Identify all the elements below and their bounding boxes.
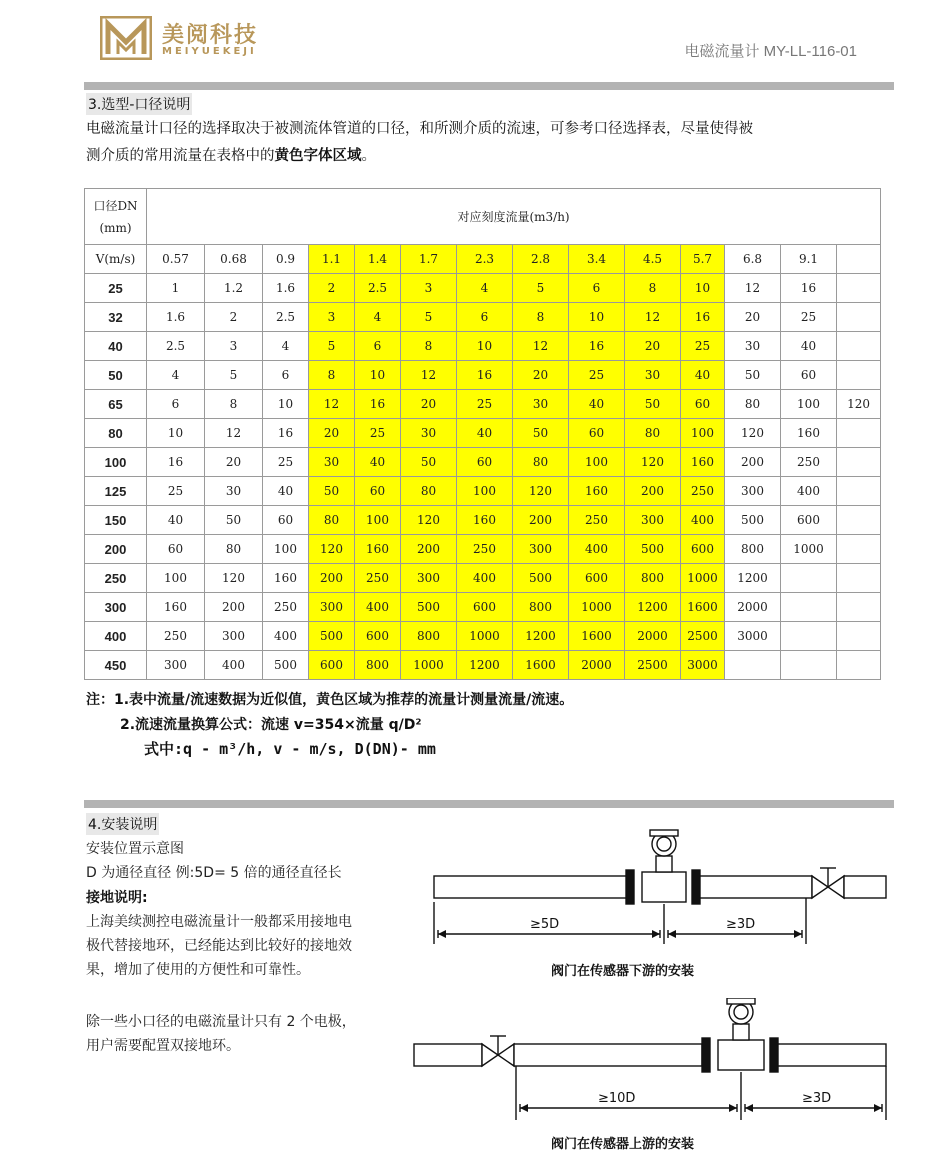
table-row (85, 332, 881, 361)
flow-cell: 6 (569, 274, 625, 303)
flow-cell: 5 (205, 361, 263, 390)
flow-cell: 50 (205, 506, 263, 535)
flow-cell: 1000 (401, 651, 457, 680)
flow-cell: 12 (725, 274, 781, 303)
flow-cell: 50 (401, 448, 457, 477)
company-logo (100, 16, 310, 62)
flow-cell: 4 (457, 274, 513, 303)
flow-cell: 1000 (681, 564, 725, 593)
flow-cell: 16 (355, 390, 401, 419)
flow-cell: 2.5 (147, 332, 205, 361)
flow-cell: 20 (309, 419, 355, 448)
flow-cell: 250 (457, 535, 513, 564)
table-row (85, 593, 881, 622)
flow-cell: 1200 (725, 564, 781, 593)
flow-cell: 800 (725, 535, 781, 564)
flow-cell: 6 (457, 303, 513, 332)
velocity-cell: 0.9 (263, 245, 309, 274)
flow-cell: 3000 (725, 622, 781, 651)
flow-cell: 2.5 (263, 303, 309, 332)
table-row (85, 506, 881, 535)
flow-cell (781, 622, 837, 651)
flow-cell: 250 (781, 448, 837, 477)
flow-cell: 2000 (725, 593, 781, 622)
velocity-cell: 3.4 (569, 245, 625, 274)
flow-cell: 30 (205, 477, 263, 506)
flow-cell: 120 (837, 390, 881, 419)
flow-cell: 100 (355, 506, 401, 535)
flow-cell: 100 (457, 477, 513, 506)
flow-cell: 300 (401, 564, 457, 593)
flow-cell: 50 (625, 390, 681, 419)
flow-cell: 300 (147, 651, 205, 680)
flow-cell: 4 (355, 303, 401, 332)
flow-cell: 600 (309, 651, 355, 680)
caliber-cell: 250 (85, 564, 147, 593)
flow-cell: 40 (681, 361, 725, 390)
table-note-2: 2.流速流量换算公式：流速 v=354×流量 q/D² (120, 717, 422, 733)
table-row (85, 274, 881, 303)
flow-cell: 2.5 (355, 274, 401, 303)
flow-cell (837, 651, 881, 680)
velocity-label: V(m/s) (85, 245, 147, 274)
velocity-cell (837, 245, 881, 274)
flow-cell: 500 (725, 506, 781, 535)
flow-cell: 250 (569, 506, 625, 535)
flow-cell: 120 (513, 477, 569, 506)
flow-cell (837, 332, 881, 361)
caliber-cell: 200 (85, 535, 147, 564)
flow-cell: 60 (263, 506, 309, 535)
flow-cell (725, 651, 781, 680)
upstream-valve-caption: 阀门在传感器上游的安装 (551, 1137, 695, 1152)
flow-cell: 1.6 (263, 274, 309, 303)
flow-cell: 400 (355, 593, 401, 622)
flow-cell: 400 (263, 622, 309, 651)
logo-english-name: MEIYUEKEJI (162, 46, 257, 57)
flow-cell: 25 (147, 477, 205, 506)
flow-cell: 400 (457, 564, 513, 593)
flow-cell: 2500 (625, 651, 681, 680)
flow-cell: 30 (513, 390, 569, 419)
flow-cell: 100 (569, 448, 625, 477)
flow-cell: 100 (781, 390, 837, 419)
caliber-cell: 450 (85, 651, 147, 680)
flow-cell: 400 (681, 506, 725, 535)
upstream-valve-diagram (410, 998, 890, 1122)
flow-cell: 600 (681, 535, 725, 564)
section-4-title: 4.安装说明 (86, 813, 159, 835)
flow-cell (781, 564, 837, 593)
flow-cell: 1200 (513, 622, 569, 651)
flow-cell (781, 651, 837, 680)
caliber-cell: 40 (85, 332, 147, 361)
flow-cell: 200 (513, 506, 569, 535)
velocity-cell: 1.7 (401, 245, 457, 274)
flow-cell: 16 (457, 361, 513, 390)
flow-cell: 1000 (457, 622, 513, 651)
velocity-cell: 2.8 (513, 245, 569, 274)
flow-cell: 12 (309, 390, 355, 419)
logo-mark-icon (100, 16, 152, 60)
flow-cell: 40 (457, 419, 513, 448)
flow-cell: 500 (309, 622, 355, 651)
section-rule (84, 800, 894, 808)
flow-cell: 400 (569, 535, 625, 564)
flow-cell: 1200 (457, 651, 513, 680)
flow-cell: 2 (309, 274, 355, 303)
flow-cell: 3 (309, 303, 355, 332)
paragraph-highlight-text: 黄色字体区域 (274, 148, 362, 164)
flow-cell: 3000 (681, 651, 725, 680)
flow-cell: 5 (513, 274, 569, 303)
velocity-cell: 0.68 (205, 245, 263, 274)
flow-cell: 500 (263, 651, 309, 680)
flow-cell: 50 (725, 361, 781, 390)
table-row (85, 651, 881, 680)
table-note-1: 注：1.表中流量/流速数据为近似值，黄色区域为推荐的流量计测量流量/流速。 (86, 692, 574, 708)
flow-cell: 1000 (781, 535, 837, 564)
grounding-line-3: 果，增加了使用的方便性和可靠性。 (86, 962, 310, 978)
flow-cell: 500 (625, 535, 681, 564)
flow-cell (837, 419, 881, 448)
flow-cell: 2000 (569, 651, 625, 680)
downstream-length-label: ≥3D (726, 917, 756, 932)
formula-legend: 式中:q - m³/h, v - m/s, D(DN)- mm (144, 740, 436, 758)
paragraph-line-1: 电磁流量计口径的选择取决于被测流体管道的口径，和所测介质的流速，可参考口径选择表，尽量使得被 (86, 121, 753, 137)
flow-cell: 300 (205, 622, 263, 651)
flow-cell: 100 (681, 419, 725, 448)
flow-cell: 8 (401, 332, 457, 361)
flow-cell: 500 (513, 564, 569, 593)
flow-cell: 200 (205, 593, 263, 622)
flow-cell: 25 (681, 332, 725, 361)
flow-cell: 20 (725, 303, 781, 332)
flow-cell: 250 (355, 564, 401, 593)
flow-cell: 10 (263, 390, 309, 419)
flow-cell: 40 (147, 506, 205, 535)
paragraph-line-2 (86, 143, 866, 170)
flow-cell: 1200 (625, 593, 681, 622)
caliber-flow-table (84, 188, 881, 680)
flow-cell: 160 (457, 506, 513, 535)
velocity-row (85, 245, 881, 274)
flow-cell: 16 (781, 274, 837, 303)
flow-cell: 60 (457, 448, 513, 477)
flow-cell: 10 (457, 332, 513, 361)
flow-cell: 40 (355, 448, 401, 477)
flow-cell: 40 (263, 477, 309, 506)
flow-cell: 8 (205, 390, 263, 419)
flow-cell: 1.6 (147, 303, 205, 332)
flow-cell: 160 (681, 448, 725, 477)
downstream-valve-diagram (430, 826, 890, 946)
caliber-cell: 80 (85, 419, 147, 448)
flow-cell: 20 (513, 361, 569, 390)
flow-cell: 600 (569, 564, 625, 593)
flow-cell: 5 (401, 303, 457, 332)
flow-cell: 300 (725, 477, 781, 506)
flow-cell: 3 (205, 332, 263, 361)
flow-cell: 20 (625, 332, 681, 361)
flow-cell (837, 477, 881, 506)
flow-cell: 160 (263, 564, 309, 593)
flow-cell: 16 (681, 303, 725, 332)
flow-cell: 4 (147, 361, 205, 390)
flow-cell: 250 (263, 593, 309, 622)
flow-cell: 20 (401, 390, 457, 419)
flow-cell: 500 (401, 593, 457, 622)
flow-cell: 40 (781, 332, 837, 361)
velocity-cell: 0.57 (147, 245, 205, 274)
flow-cell: 800 (401, 622, 457, 651)
velocity-cell: 1.4 (355, 245, 401, 274)
flow-cell: 5 (309, 332, 355, 361)
flow-cell: 250 (681, 477, 725, 506)
flow-cell: 2 (205, 303, 263, 332)
flow-cell (837, 593, 881, 622)
table-row (85, 564, 881, 593)
flow-cell: 200 (725, 448, 781, 477)
flow-cell: 10 (355, 361, 401, 390)
downstream-valve-caption: 阀门在传感器下游的安装 (551, 964, 695, 979)
flow-cell: 80 (205, 535, 263, 564)
table-corner-cell (85, 189, 147, 245)
flow-cell: 120 (401, 506, 457, 535)
flow-cell: 30 (725, 332, 781, 361)
flow-cell: 16 (147, 448, 205, 477)
caliber-unit: (mm) (99, 220, 132, 235)
flow-cell: 1000 (569, 593, 625, 622)
flow-cell: 60 (147, 535, 205, 564)
velocity-cell: 2.3 (457, 245, 513, 274)
flow-cell: 25 (569, 361, 625, 390)
flow-cell: 120 (625, 448, 681, 477)
table-row (85, 390, 881, 419)
flow-cell: 30 (309, 448, 355, 477)
flow-cell: 10 (147, 419, 205, 448)
paragraph-line-2-suffix: 。 (361, 148, 376, 164)
flow-cell: 60 (681, 390, 725, 419)
caliber-cell: 50 (85, 361, 147, 390)
flow-cell: 6 (147, 390, 205, 419)
flow-cell: 30 (625, 361, 681, 390)
paragraph-line-2-prefix: 测介质的常用流量在表格中的 (86, 148, 275, 164)
install-diagram-label: 安装位置示意图 (86, 841, 184, 857)
flow-cell (837, 564, 881, 593)
grounding-title: 接地说明: (86, 890, 148, 906)
table-row (85, 419, 881, 448)
caliber-cell: 150 (85, 506, 147, 535)
flow-cell: 80 (625, 419, 681, 448)
velocity-cell: 9.1 (781, 245, 837, 274)
flow-cell: 20 (205, 448, 263, 477)
diameter-definition: D 为通径直径 例:5D= 5 倍的通径直径长 (86, 865, 342, 881)
caliber-cell: 32 (85, 303, 147, 332)
flow-cell (837, 361, 881, 390)
flow-cell: 50 (513, 419, 569, 448)
velocity-cell: 1.1 (309, 245, 355, 274)
table-header-row (85, 189, 881, 245)
flow-cell: 12 (625, 303, 681, 332)
caliber-cell: 25 (85, 274, 147, 303)
flow-cell: 160 (355, 535, 401, 564)
section-rule (84, 82, 894, 90)
flow-cell: 100 (263, 535, 309, 564)
flow-cell: 1 (147, 274, 205, 303)
flow-cell: 8 (309, 361, 355, 390)
flow-cell: 12 (401, 361, 457, 390)
flow-cell: 8 (625, 274, 681, 303)
flow-cell: 80 (309, 506, 355, 535)
table-row (85, 361, 881, 390)
flow-cell: 120 (205, 564, 263, 593)
section-3-title: 3.选型-口径说明 (86, 93, 192, 115)
velocity-cell: 5.7 (681, 245, 725, 274)
flow-cell: 200 (309, 564, 355, 593)
flow-cell (837, 274, 881, 303)
flow-cell: 30 (401, 419, 457, 448)
caliber-cell: 300 (85, 593, 147, 622)
flow-cell: 2000 (625, 622, 681, 651)
flow-cell: 200 (625, 477, 681, 506)
flow-cell: 250 (147, 622, 205, 651)
electrode-line-1: 除一些小口径的电磁流量计只有 2 个电极， (86, 1014, 356, 1030)
flow-cell (837, 303, 881, 332)
flow-cell: 600 (781, 506, 837, 535)
flow-cell: 300 (513, 535, 569, 564)
flow-cell: 400 (205, 651, 263, 680)
flow-cell: 8 (513, 303, 569, 332)
flow-cell: 600 (355, 622, 401, 651)
downstream-length-label: ≥3D (802, 1091, 832, 1106)
flow-cell: 160 (569, 477, 625, 506)
flow-cell: 400 (781, 477, 837, 506)
flow-cell: 80 (401, 477, 457, 506)
flow-cell: 300 (625, 506, 681, 535)
flow-cell: 100 (147, 564, 205, 593)
grounding-line-1: 上海美续测控电磁流量计一般都采用接地电 (86, 914, 352, 930)
flow-cell (781, 593, 837, 622)
table-row (85, 303, 881, 332)
flow-cell: 600 (457, 593, 513, 622)
flow-cell: 50 (309, 477, 355, 506)
flow-cell: 200 (401, 535, 457, 564)
flow-cell: 12 (513, 332, 569, 361)
logo-chinese-name: 美阅科技 (162, 23, 259, 48)
table-row (85, 622, 881, 651)
flow-cell (837, 622, 881, 651)
flow-cell: 80 (513, 448, 569, 477)
flow-cell: 16 (569, 332, 625, 361)
flow-cell: 120 (725, 419, 781, 448)
velocity-cell: 4.5 (625, 245, 681, 274)
flow-cell: 1600 (681, 593, 725, 622)
caliber-cell: 400 (85, 622, 147, 651)
caliber-header: 口径DN (93, 198, 138, 213)
flow-cell: 25 (781, 303, 837, 332)
flow-cell: 6 (263, 361, 309, 390)
table-row (85, 535, 881, 564)
flow-cell: 25 (355, 419, 401, 448)
table-row (85, 448, 881, 477)
electrode-line-2: 用户需要配置双接地环。 (86, 1038, 240, 1054)
flow-cell: 300 (309, 593, 355, 622)
flow-cell: 16 (263, 419, 309, 448)
velocity-cell: 6.8 (725, 245, 781, 274)
flow-cell: 800 (355, 651, 401, 680)
upstream-length-label: ≥10D (598, 1091, 636, 1106)
flow-cell: 60 (569, 419, 625, 448)
flow-cell: 120 (309, 535, 355, 564)
upstream-length-label: ≥5D (530, 917, 560, 932)
flow-cell: 25 (457, 390, 513, 419)
flow-cell: 12 (205, 419, 263, 448)
flow-cell: 25 (263, 448, 309, 477)
caliber-cell: 65 (85, 390, 147, 419)
flow-cell: 6 (355, 332, 401, 361)
flow-cell: 80 (725, 390, 781, 419)
flow-cell: 1600 (569, 622, 625, 651)
flow-cell: 1600 (513, 651, 569, 680)
flow-cell: 800 (625, 564, 681, 593)
flow-cell: 1.2 (205, 274, 263, 303)
flow-cell (837, 506, 881, 535)
flow-cell: 60 (355, 477, 401, 506)
flow-cell (837, 535, 881, 564)
flow-cell: 2500 (681, 622, 725, 651)
grounding-line-2: 极代替接地环，已经能达到比较好的接地效 (86, 938, 352, 954)
flow-cell: 4 (263, 332, 309, 361)
flow-cell: 40 (569, 390, 625, 419)
flow-cell: 3 (401, 274, 457, 303)
flow-cell: 10 (569, 303, 625, 332)
flow-cell: 60 (781, 361, 837, 390)
section-3-paragraph (86, 116, 866, 170)
caliber-cell: 125 (85, 477, 147, 506)
flow-cell: 160 (781, 419, 837, 448)
flow-cell: 800 (513, 593, 569, 622)
flow-cell: 160 (147, 593, 205, 622)
document-id: 电磁流量计 MY-LL-116-01 (684, 43, 857, 60)
flow-range-header: 对应刻度流量(m3/h) (147, 189, 881, 245)
flow-cell (837, 448, 881, 477)
flow-cell: 10 (681, 274, 725, 303)
caliber-cell: 100 (85, 448, 147, 477)
table-row (85, 477, 881, 506)
